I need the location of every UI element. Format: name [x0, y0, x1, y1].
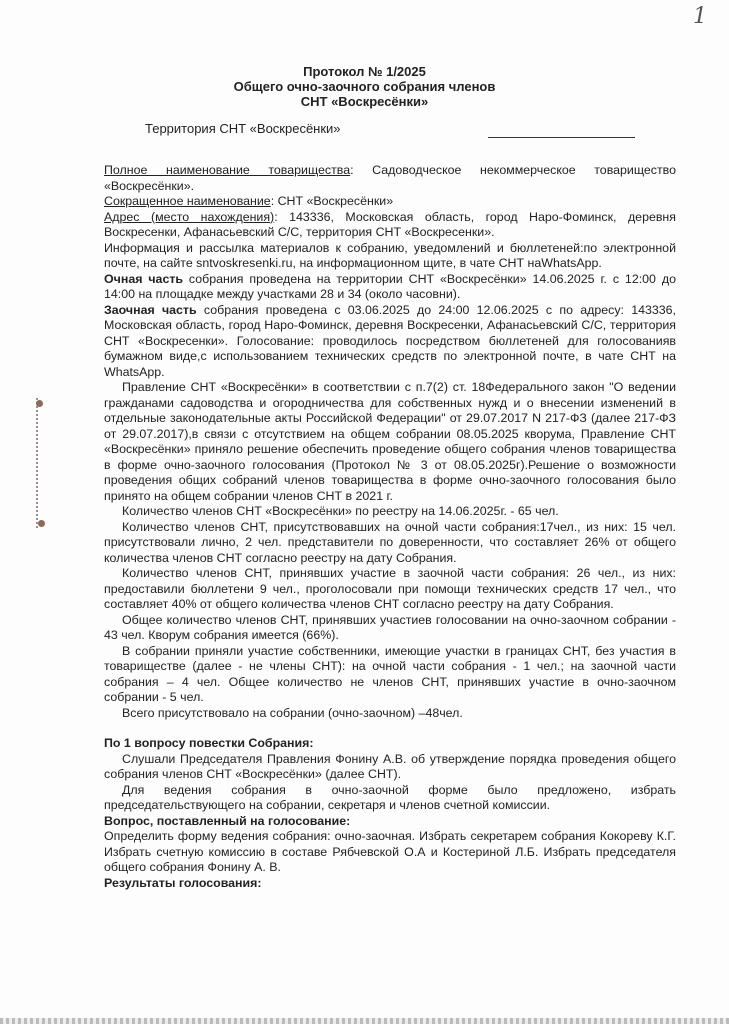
question-1-results-title: Результаты голосования:	[104, 875, 262, 890]
full-name-value: : Садоводческое некоммерческое товарищество «Воскресёнки».	[104, 163, 676, 193]
address-value: : 143336, Московская область, город Наро-Фоминск, деревня Воскресенки, Афанасьевский С/С, территория СНТ «Воскресенки».	[104, 209, 676, 239]
territory-label: Территория СНТ «Воскресёнки»	[145, 121, 341, 136]
protocol-number: Протокол № 1/2025	[303, 64, 426, 79]
question-1-title: По 1 вопросу повестки Собрания:	[104, 736, 314, 750]
present-remote-paragraph: Количество членов СНТ, принявших участие в заочной части собрания: 26 чел., из них: предоставили бюллетени 9 чел., проголосовали при помощи технических средств 17 чел., что составляет 40% от общего количества членов СНТ согласно реестру на дату Собрания.	[104, 566, 676, 611]
remote-value: собрания проведена с 03.06.2025 до 24:00 12.06.2025 с по адресу: 143336, Московская область, город Наро-Фоминск, деревня Воскресенки, Афанасьевский С/С, территория СНТ «Воскресенки». Голосование: проводилось посредством бюллетеней для голосованияв бумажном виде,с использованием технических средств по электронной почте, в чате СНТ на WhatsApp.	[104, 302, 676, 379]
non-members-paragraph: В собрании приняли участие собственники, имеющие участки в границах СНТ, без участия в товариществе (далее - не члены СНТ): на очной части собрания - 1 чел.; на заочной части собрания – 4 чел. Общее количество не членов СНТ, принявших участие в очно-заочном собрании - 5 чел.	[104, 643, 676, 704]
board-decision-paragraph: Правление СНТ «Воскресёнки» в соответствии с п.7(2) ст. 18Федерального закон "О ведении гражданами садоводства и огородничества для собственных нужд и о внесении изменений в отдельные законодательные акты Российской Федерации" от 29.07.2017 N 217-ФЗ (далее 217-ФЗ от 29.07.2017),в связи с отсутствием на общем собрании 08.05.2025 кворума, Правление СНТ «Воскресёнки» приняло решение обеспечить проведение общего собрания членов товарищества в форме очно-заочного голосования (Протокол № 3 от 08.05.2025г).Решение о возможности проведения общих собраний членов товарищества в форме очно-заочного голосования было принято на общем собрании членов СНТ в 2021 г.	[104, 380, 676, 503]
short-name-label: Сокращенное наименование	[104, 194, 271, 208]
remote-label: Заочная часть	[104, 302, 197, 317]
date-blank-line	[488, 137, 635, 138]
question-1-vote-title: Вопрос, поставленный на голосование:	[104, 813, 351, 828]
full-name-label: Полное наименование товарищества	[104, 163, 351, 177]
present-in-person-paragraph: Количество членов СНТ, присутствовавших на очной части собрания:17чел., из них: 15 чел. присутствовали лично, 2 чел. представители по доверенности, что составляет 26% от общего количества членов СНТ согласно реестру на дату Собрания.	[104, 519, 676, 565]
scan-edge-strip	[0, 1018, 729, 1024]
short-name-paragraph	[104, 194, 676, 210]
info-paragraph: Информация и рассылка материалов к собранию, уведомлений и бюллетеней:по электронной почте, на сайте sntvoskresenki.ru, на информационном щите, в чате СНТ наWhatsApp.	[104, 240, 676, 270]
protocol-body	[104, 163, 676, 891]
remote-paragraph	[104, 303, 676, 381]
question-1-heard: Слушали Председателя Правления Фонину А.В. об утверждение порядка проведения общего собрания членов СНТ «Воскресёнки» (далее СНТ).	[104, 751, 676, 781]
protocol-header	[0, 64, 729, 109]
total-present-paragraph: Всего присутствовало на собрании (очно-заочном) –48чел.	[122, 705, 463, 720]
binding-hole-top	[36, 400, 43, 407]
short-name-value: : СНТ «Воскресёнки»	[270, 194, 394, 208]
binding-mark	[36, 398, 44, 528]
question-1-proposal: Для ведения собрания в очно-заочной форме было предложено, избрать председательствующего на собрании, секретаря и членов счетной комиссии.	[104, 782, 676, 812]
organization-name: СНТ «Воскресёнки»	[300, 94, 429, 109]
full-name-paragraph	[104, 163, 676, 194]
section-gap	[104, 721, 676, 736]
protocol-subtitle: Общего очно-заочного собрания членов	[233, 79, 496, 94]
binding-hole-bottom	[38, 520, 45, 527]
members-count-paragraph: Количество членов СНТ «Воскресёнки» по реестру на 14.06.2025г. - 65 чел.	[122, 504, 559, 518]
question-1-vote-text: Определить форму ведения собрания: очно-заочная. Избрать секретарем собрания Кокореву К.Г. Избрать счетную комиссию в составе Рябчевской О.А и Костериной Л.Б. Избрать председателя общего собрания Фонину А. В.	[104, 829, 676, 874]
address-label: Адрес (место нахождения)	[104, 209, 275, 224]
in-person-label: Очная часть	[104, 271, 184, 286]
page-number: 1	[693, 4, 707, 29]
address-paragraph	[104, 210, 676, 241]
in-person-value: собрания проведена на территории СНТ «Воскресёнки» 14.06.2025 г. с 12:00 до 14:00 на площадке между участками 28 и 34 (около часовни).	[104, 271, 676, 301]
in-person-paragraph	[104, 272, 676, 303]
total-participants-paragraph: Общее количество членов СНТ, принявших участиев голосовании на очно-заочном собрании - 43 чел. Кворум собрания имеется (66%).	[104, 612, 676, 642]
